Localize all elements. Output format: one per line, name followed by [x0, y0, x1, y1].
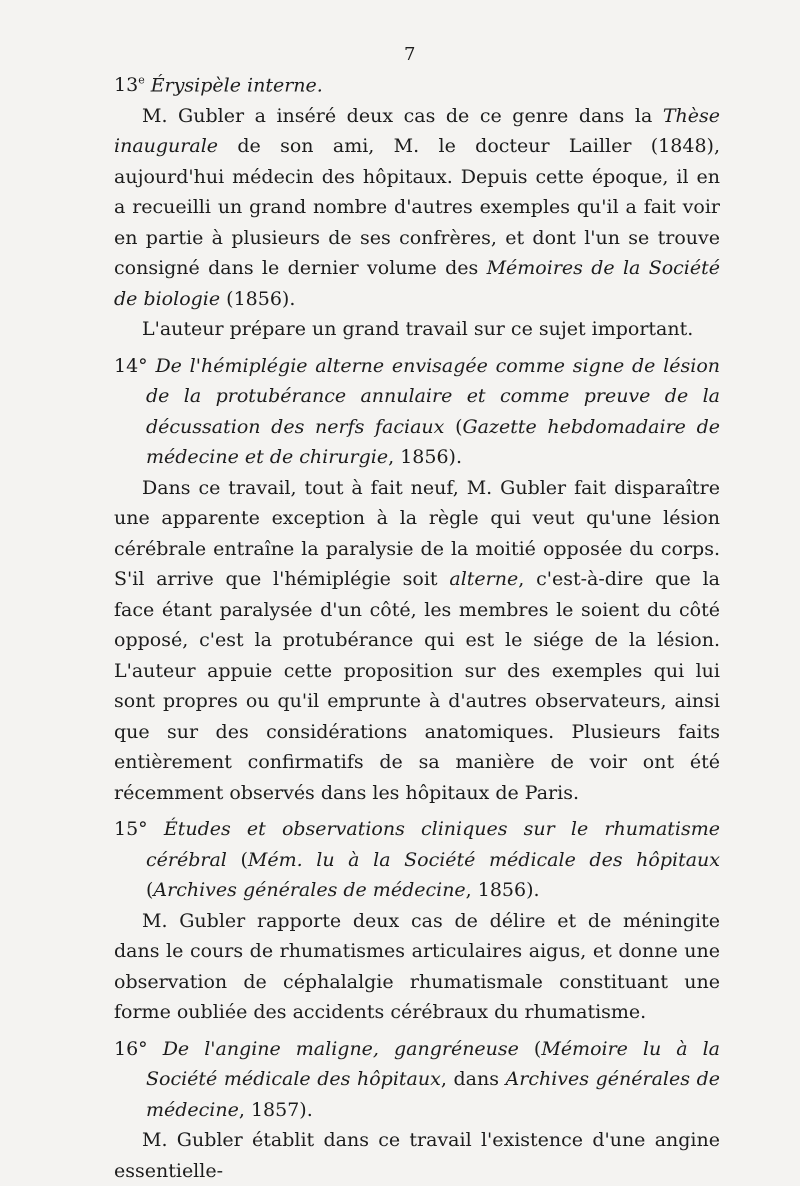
section-13-heading — [114, 66, 720, 101]
section-16-heading: 16° De l'angine maligne, gangréneuse (Mémoire lu à la Société médicale des hôpitaux, dans Archives générales de médecine, 1857). — [114, 1037, 720, 1121]
paragraph: M. Gubler a inséré deux cas de ce genre dans la Thèse inaugurale de son ami, M. le docteur Lailler (1848), aujourd'hui médecin des hôpitaux. Depuis cette époque, il en a recueilli un grand nombre d'autres exemples qu'il a fait voir en partie à plusieurs de ses confrères, et dont l'un se trouve consigné dans le dernier volume des Mémoires de la Société de biologie (1856). — [114, 104, 720, 310]
section-title: Érysipèle interne. — [150, 74, 323, 97]
page-body — [114, 66, 720, 1186]
section-15-heading: 15° Études et observations cliniques sur le rhumatisme cérébral (Mém. lu à la Société médicale des hôpitaux (Archives générales de médecine, 1856). — [114, 818, 721, 902]
page-number: 7 — [404, 44, 416, 65]
paragraph: L'auteur prépare un grand travail sur ce sujet important. — [142, 318, 694, 341]
paragraph: M. Gubler rapporte deux cas de délire et de méningite dans le cours de rhumatismes articulaires aigus, et donne une observation de céphalalgie rhumatismale constituant une forme oubliée des accidents cérébraux du rhumatisme. — [114, 909, 720, 1024]
paragraph: Dans ce travail, tout à fait neuf, M. Gubler fait disparaître une apparente exception à la règle qui veut qu'une lésion cérébrale entraîne la paralysie de la moitié opposée du corps. S'il arrive que l'hémiplégie soit alterne, c'est-à-dire que la face étant paralysée d'un côté, les membres le soient du côté opposé, c'est la protubérance qui est le siége de la lésion. L'auteur appuie cette proposition sur des exemples qui lui sont propres ou qu'il emprunte à d'autres observateurs, ainsi que sur des considérations anatomiques. Plusieurs faits entièrement confirmatifs de sa manière de voir ont été récemment observés dans les hôpitaux de Paris. — [114, 476, 720, 804]
section-number: 13e — [114, 74, 145, 97]
section-14-heading: 14° De l'hémiplégie alterne envisagée comme signe de lésion de la protubérance annulaire et comme preuve de la décussation des nerfs faciaux (Gazette hebdomadaire de médecine et de chirurgie, 1856). — [114, 354, 720, 469]
paragraph: M. Gubler établit dans ce travail l'existence d'une angine essentielle- — [114, 1129, 720, 1182]
